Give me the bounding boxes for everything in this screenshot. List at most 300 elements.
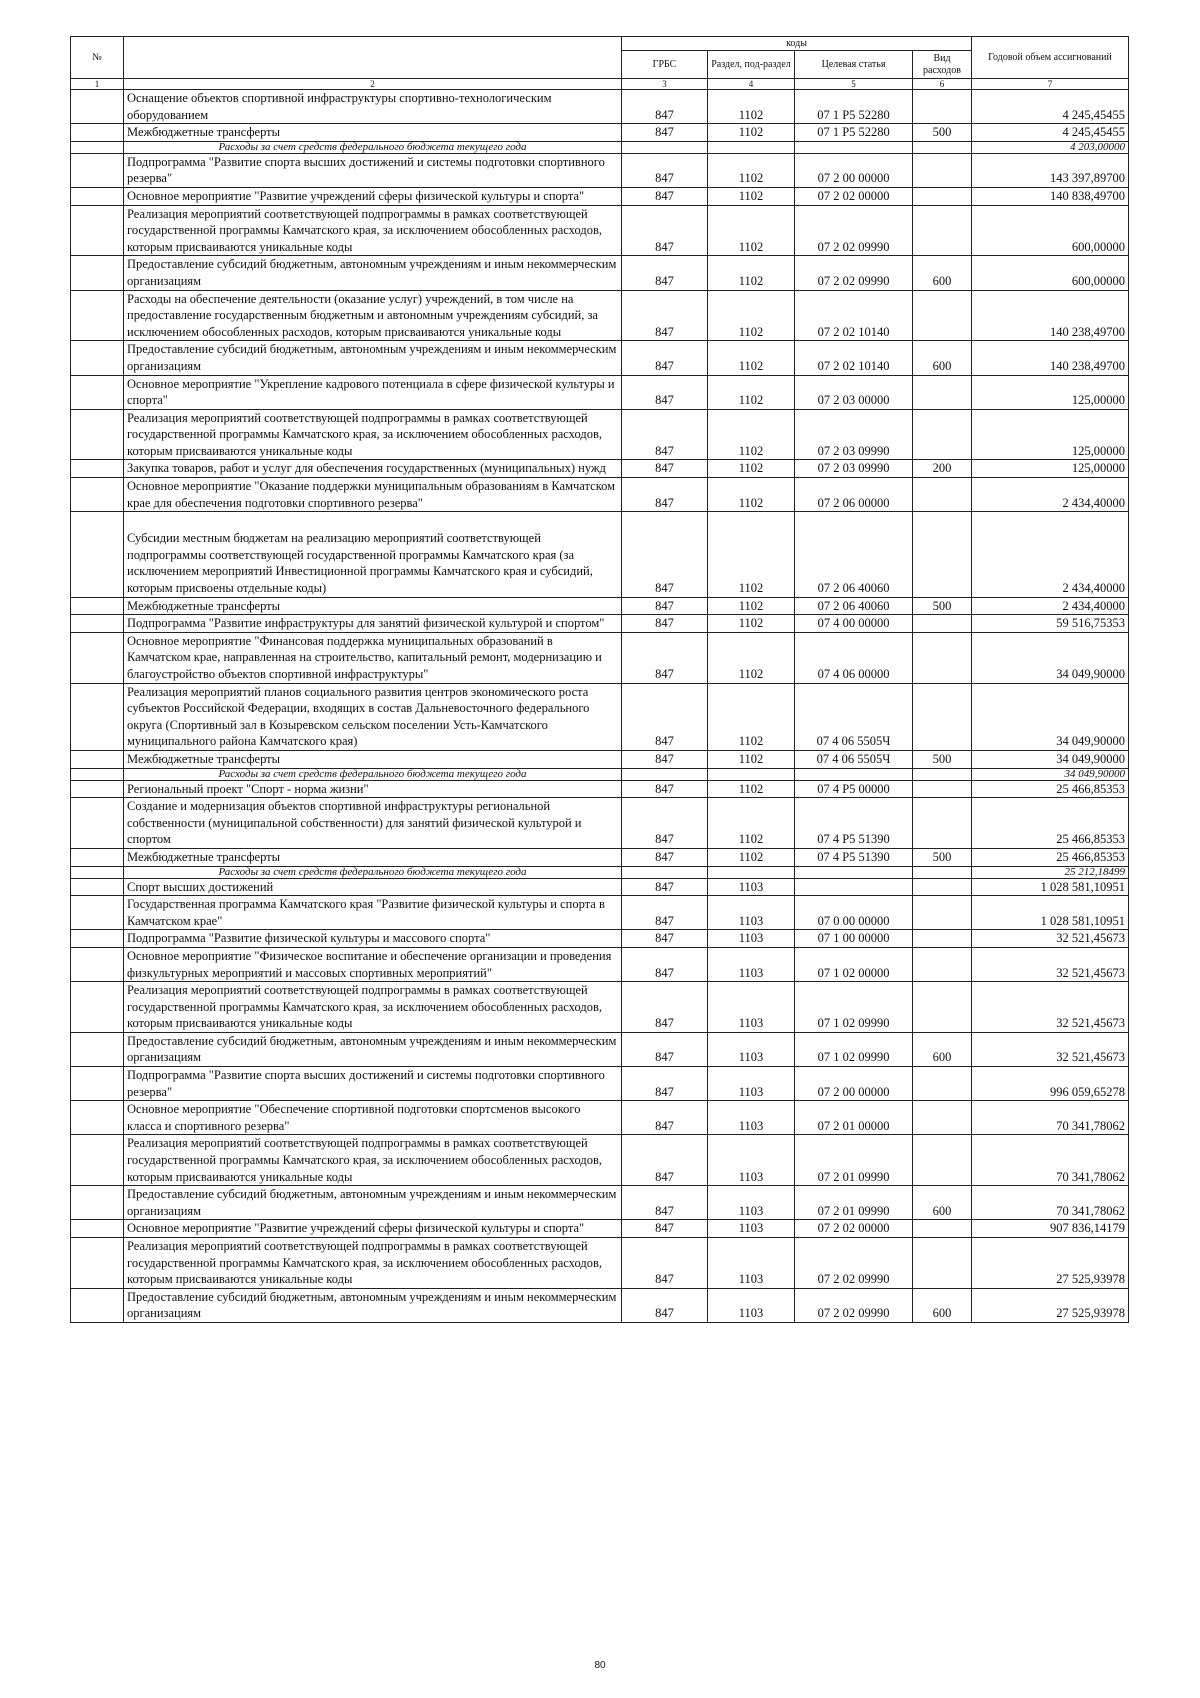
num-cell: [71, 750, 124, 768]
num-cell: [71, 1238, 124, 1289]
table-row: [71, 1288, 1129, 1322]
grbs-code: 847: [622, 930, 708, 948]
grbs-code: 847: [622, 1220, 708, 1238]
section-code: 1102: [708, 597, 795, 615]
amount-value: 2 434,40000: [972, 512, 1129, 597]
amount-value: 27 525,93978: [972, 1288, 1129, 1322]
table-row: [71, 1135, 1129, 1186]
table-row: [71, 780, 1129, 798]
item-name: Основное мероприятие "Укрепление кадрового потенциала в сфере физической культуры и спорта": [124, 375, 622, 409]
amount-value: 996 059,65278: [972, 1067, 1129, 1101]
section-code: 1102: [708, 798, 795, 849]
expense-type-code: [913, 615, 972, 633]
section-code: 1102: [708, 750, 795, 768]
amount-value: 70 341,78062: [972, 1135, 1129, 1186]
item-name: Расходы за счет средств федерального бюджета текущего года: [124, 141, 622, 153]
target-code: 07 2 01 00000: [795, 1101, 913, 1135]
item-name: Предоставление субсидий бюджетным, автономным учреждениям и иным некоммерческим организациям: [124, 1288, 622, 1322]
num-cell: [71, 409, 124, 460]
grbs-code: 847: [622, 1288, 708, 1322]
expense-type-code: 500: [913, 848, 972, 866]
grbs-code: 847: [622, 375, 708, 409]
col-number: 3: [622, 79, 708, 90]
target-code: 07 1 02 00000: [795, 947, 913, 981]
target-code: 07 2 02 09990: [795, 1288, 913, 1322]
item-name: Предоставление субсидий бюджетным, автономным учреждениям и иным некоммерческим организациям: [124, 256, 622, 290]
num-cell: [71, 798, 124, 849]
expense-type-code: 600: [913, 1288, 972, 1322]
target-code: 07 4 06 5505Ч: [795, 683, 913, 750]
col-number: 7: [972, 79, 1129, 90]
item-name: Реализация мероприятий соответствующей подпрограммы в рамках соответствующей государственной программы Камчатского края, за исключением обособленных расходов, которым присваиваются уникальные коды: [124, 409, 622, 460]
num-cell: [71, 878, 124, 896]
section-code: 1102: [708, 90, 795, 124]
section-code: 1102: [708, 615, 795, 633]
expense-type-code: [913, 947, 972, 981]
item-name: Государственная программа Камчатского края "Развитие физической культуры и спорта в Камчатском крае": [124, 896, 622, 930]
expense-type-code: [913, 780, 972, 798]
header-expense-type: Вид расходов: [913, 51, 972, 79]
item-name: Межбюджетные трансферты: [124, 848, 622, 866]
target-code: 07 2 00 00000: [795, 153, 913, 187]
expense-type-code: [913, 1238, 972, 1289]
num-cell: [71, 512, 124, 597]
table-row: [71, 896, 1129, 930]
amount-value: 600,00000: [972, 205, 1129, 256]
num-cell: [71, 866, 124, 878]
item-name: Реализация мероприятий соответствующей подпрограммы в рамках соответствующей государственной программы Камчатского края, за исключением обособленных расходов, которым присваиваются уникальные коды: [124, 205, 622, 256]
item-name: Подпрограмма "Развитие инфраструктуры для занятий физической культурой и спортом": [124, 615, 622, 633]
table-row: [71, 290, 1129, 341]
grbs-code: 847: [622, 478, 708, 512]
amount-value: 32 521,45673: [972, 982, 1129, 1033]
target-code: 07 2 02 00000: [795, 187, 913, 205]
expense-type-code: [913, 982, 972, 1033]
grbs-code: 847: [622, 1238, 708, 1289]
expense-type-code: [913, 1135, 972, 1186]
section-code: [708, 141, 795, 153]
expense-type-code: 600: [913, 1186, 972, 1220]
section-code: 1102: [708, 341, 795, 375]
amount-value: 25 466,85353: [972, 780, 1129, 798]
target-code: 07 4 06 00000: [795, 632, 913, 683]
section-code: 1102: [708, 409, 795, 460]
target-code: [795, 141, 913, 153]
table-row: [71, 375, 1129, 409]
item-name: Спорт высших достижений: [124, 878, 622, 896]
item-name: Межбюджетные трансферты: [124, 124, 622, 142]
section-code: 1103: [708, 947, 795, 981]
amount-value: 4 245,45455: [972, 124, 1129, 142]
grbs-code: 847: [622, 878, 708, 896]
amount-value: 32 521,45673: [972, 947, 1129, 981]
table-row: [71, 878, 1129, 896]
amount-value: 125,00000: [972, 409, 1129, 460]
target-code: 07 1 02 09990: [795, 1032, 913, 1066]
table-row: [71, 205, 1129, 256]
section-code: 1102: [708, 256, 795, 290]
amount-value: 32 521,45673: [972, 930, 1129, 948]
section-code: 1102: [708, 683, 795, 750]
table-row: [71, 124, 1129, 142]
item-name: Реализация мероприятий соответствующей подпрограммы в рамках соответствующей государственной программы Камчатского края, за исключением обособленных расходов, которым присваиваются уникальные коды: [124, 982, 622, 1033]
section-code: 1103: [708, 896, 795, 930]
target-code: 07 4 Р5 00000: [795, 780, 913, 798]
item-name: Создание и модернизация объектов спортивной инфраструктуры региональной собственности (муниципальной собственности) для занятий физической культурой и спортом: [124, 798, 622, 849]
col-number: 4: [708, 79, 795, 90]
num-cell: [71, 1288, 124, 1322]
num-cell: [71, 205, 124, 256]
expense-type-code: [913, 1101, 972, 1135]
num-cell: [71, 780, 124, 798]
target-code: 07 1 Р5 52280: [795, 90, 913, 124]
grbs-code: 847: [622, 896, 708, 930]
num-cell: [71, 683, 124, 750]
target-code: [795, 768, 913, 780]
grbs-code: [622, 141, 708, 153]
table-row: [71, 750, 1129, 768]
section-code: 1103: [708, 878, 795, 896]
amount-value: 140 238,49700: [972, 341, 1129, 375]
federal-budget-row: [71, 768, 1129, 780]
amount-value: 70 341,78062: [972, 1101, 1129, 1135]
col-number: 1: [71, 79, 124, 90]
expense-type-code: [913, 90, 972, 124]
target-code: 07 2 02 09990: [795, 205, 913, 256]
amount-value: 600,00000: [972, 256, 1129, 290]
section-code: 1102: [708, 205, 795, 256]
target-code: 07 4 Р5 51390: [795, 848, 913, 866]
num-cell: [71, 290, 124, 341]
item-name: Основное мероприятие "Развитие учреждений сферы физической культуры и спорта": [124, 187, 622, 205]
expense-type-code: [913, 512, 972, 597]
expense-type-code: [913, 1067, 972, 1101]
table-row: [71, 798, 1129, 849]
section-code: 1103: [708, 1032, 795, 1066]
table-row: [71, 341, 1129, 375]
grbs-code: [622, 866, 708, 878]
expense-type-code: [913, 409, 972, 460]
amount-value: 32 521,45673: [972, 1032, 1129, 1066]
amount-value: 34 049,90000: [972, 750, 1129, 768]
section-code: 1103: [708, 930, 795, 948]
amount-value: 125,00000: [972, 460, 1129, 478]
item-name: Реализация мероприятий соответствующей подпрограммы в рамках соответствующей государственной программы Камчатского края, за исключением обособленных расходов, которым присваиваются уникальные коды: [124, 1135, 622, 1186]
expense-type-code: 600: [913, 256, 972, 290]
table-row: [71, 597, 1129, 615]
amount-value: 70 341,78062: [972, 1186, 1129, 1220]
item-name: Подпрограмма "Развитие физической культуры и массового спорта": [124, 930, 622, 948]
page-number: 80: [594, 1660, 606, 1671]
expense-type-code: 500: [913, 597, 972, 615]
target-code: 07 2 00 00000: [795, 1067, 913, 1101]
num-cell: [71, 90, 124, 124]
section-code: 1102: [708, 780, 795, 798]
target-code: 07 2 03 09990: [795, 409, 913, 460]
num-cell: [71, 256, 124, 290]
grbs-code: 847: [622, 982, 708, 1033]
amount-value: 4 203,00000: [972, 141, 1129, 153]
grbs-code: 847: [622, 124, 708, 142]
amount-value: 34 049,90000: [972, 632, 1129, 683]
num-cell: [71, 124, 124, 142]
target-code: 07 1 00 00000: [795, 930, 913, 948]
section-code: 1103: [708, 1238, 795, 1289]
grbs-code: 847: [622, 683, 708, 750]
grbs-code: 847: [622, 512, 708, 597]
table-row: [71, 90, 1129, 124]
expense-type-code: [913, 141, 972, 153]
grbs-code: 847: [622, 205, 708, 256]
item-name: Основное мероприятие "Физическое воспитание и обеспечение организации и проведения физкультурных мероприятий и массовых спортивных мероприятий": [124, 947, 622, 981]
header-target: Целевая статья: [795, 51, 913, 79]
table-row: [71, 947, 1129, 981]
grbs-code: [622, 768, 708, 780]
grbs-code: 847: [622, 1135, 708, 1186]
target-code: 07 4 Р5 51390: [795, 798, 913, 849]
amount-value: 125,00000: [972, 375, 1129, 409]
item-name: Подпрограмма "Развитие спорта высших достижений и системы подготовки спортивного резерва": [124, 1067, 622, 1101]
expense-type-code: [913, 896, 972, 930]
col-number: 2: [124, 79, 622, 90]
amount-value: 1 028 581,10951: [972, 896, 1129, 930]
target-code: 07 2 01 09990: [795, 1186, 913, 1220]
expense-type-code: 600: [913, 341, 972, 375]
table-row: [71, 1238, 1129, 1289]
target-code: 07 4 00 00000: [795, 615, 913, 633]
grbs-code: 847: [622, 409, 708, 460]
num-cell: [71, 615, 124, 633]
target-code: 07 1 02 09990: [795, 982, 913, 1033]
item-name: Основное мероприятие "Оказание поддержки муниципальным образованиям в Камчатском крае для обеспечения подготовки спортивного резерва": [124, 478, 622, 512]
amount-value: 2 434,40000: [972, 597, 1129, 615]
amount-value: 140 238,49700: [972, 290, 1129, 341]
federal-budget-row: [71, 866, 1129, 878]
expense-type-code: [913, 290, 972, 341]
amount-value: 2 434,40000: [972, 478, 1129, 512]
section-code: 1102: [708, 512, 795, 597]
expense-type-code: [913, 1220, 972, 1238]
target-code: 07 2 02 09990: [795, 256, 913, 290]
num-cell: [71, 341, 124, 375]
grbs-code: 847: [622, 750, 708, 768]
section-code: 1103: [708, 1288, 795, 1322]
grbs-code: 847: [622, 1186, 708, 1220]
grbs-code: 847: [622, 1032, 708, 1066]
target-code: 07 2 01 09990: [795, 1135, 913, 1186]
table-row: [71, 930, 1129, 948]
table-row: [71, 512, 1129, 597]
table-row: [71, 409, 1129, 460]
target-code: 07 1 Р5 52280: [795, 124, 913, 142]
grbs-code: 847: [622, 90, 708, 124]
target-code: [795, 878, 913, 896]
grbs-code: 847: [622, 798, 708, 849]
header-section: Раздел, под-раздел: [708, 51, 795, 79]
expense-type-code: 500: [913, 124, 972, 142]
table-row: [71, 478, 1129, 512]
grbs-code: 847: [622, 256, 708, 290]
table-row: [71, 1101, 1129, 1135]
table-row: [71, 1186, 1129, 1220]
amount-value: 140 838,49700: [972, 187, 1129, 205]
num-cell: [71, 848, 124, 866]
amount-value: 34 049,90000: [972, 768, 1129, 780]
grbs-code: 847: [622, 947, 708, 981]
table-row: [71, 460, 1129, 478]
num-cell: [71, 597, 124, 615]
expense-type-code: 600: [913, 1032, 972, 1066]
section-code: 1103: [708, 1135, 795, 1186]
header-name: [124, 37, 622, 79]
num-cell: [71, 375, 124, 409]
section-code: 1102: [708, 124, 795, 142]
section-code: 1102: [708, 848, 795, 866]
table-row: [71, 1032, 1129, 1066]
expense-type-code: [913, 632, 972, 683]
table-row: [71, 1220, 1129, 1238]
item-name: Расходы на обеспечение деятельности (оказание услуг) учреждений, в том числе на предоставление государственным бюджетным и автономным учреждениям субсидий, за исключением обособленных расходов, которым присваиваются уникальные коды: [124, 290, 622, 341]
expense-type-code: [913, 683, 972, 750]
item-name: Реализация мероприятий планов социального развития центров экономического роста субъектов Российской Федерации, входящих в состав Дальневосточного федерального округа (Спортивный зал в Козыревском сельском поселении Усть-Камчатского муниципального района Камчатского края): [124, 683, 622, 750]
grbs-code: 847: [622, 597, 708, 615]
section-code: 1103: [708, 982, 795, 1033]
num-cell: [71, 632, 124, 683]
item-name: Региональный проект "Спорт - норма жизни": [124, 780, 622, 798]
item-name: Предоставление субсидий бюджетным, автономным учреждениям и иным некоммерческим организациям: [124, 1032, 622, 1066]
num-cell: [71, 1186, 124, 1220]
target-code: 07 2 03 00000: [795, 375, 913, 409]
section-code: 1102: [708, 375, 795, 409]
expense-type-code: [913, 187, 972, 205]
section-code: 1102: [708, 632, 795, 683]
header-num: №: [71, 37, 124, 79]
expense-type-code: [913, 205, 972, 256]
amount-value: 907 836,14179: [972, 1220, 1129, 1238]
budget-table-sheet: [70, 36, 1128, 1323]
expense-type-code: [913, 375, 972, 409]
grbs-code: 847: [622, 187, 708, 205]
table-row: [71, 1067, 1129, 1101]
grbs-code: 847: [622, 615, 708, 633]
num-cell: [71, 141, 124, 153]
table-row: [71, 256, 1129, 290]
grbs-code: 847: [622, 780, 708, 798]
amount-value: 25 466,85353: [972, 798, 1129, 849]
expense-type-code: [913, 930, 972, 948]
item-name: Расходы за счет средств федерального бюджета текущего года: [124, 768, 622, 780]
col-number: 6: [913, 79, 972, 90]
section-code: [708, 866, 795, 878]
table-header: [71, 37, 1129, 90]
expense-type-code: 200: [913, 460, 972, 478]
item-name: Основное мероприятие "Развитие учреждений сферы физической культуры и спорта": [124, 1220, 622, 1238]
amount-value: 34 049,90000: [972, 683, 1129, 750]
amount-value: 27 525,93978: [972, 1238, 1129, 1289]
expense-type-code: [913, 153, 972, 187]
table-row: [71, 187, 1129, 205]
section-code: 1102: [708, 290, 795, 341]
num-cell: [71, 1101, 124, 1135]
num-cell: [71, 1135, 124, 1186]
amount-value: 4 245,45455: [972, 90, 1129, 124]
section-code: 1102: [708, 153, 795, 187]
expense-type-code: [913, 798, 972, 849]
section-code: 1103: [708, 1186, 795, 1220]
header-codes: коды: [622, 37, 972, 51]
section-code: 1103: [708, 1067, 795, 1101]
amount-value: 59 516,75353: [972, 615, 1129, 633]
num-cell: [71, 1067, 124, 1101]
expense-type-code: [913, 768, 972, 780]
grbs-code: 847: [622, 460, 708, 478]
target-code: 07 2 02 00000: [795, 1220, 913, 1238]
grbs-code: 847: [622, 1101, 708, 1135]
expense-type-code: [913, 878, 972, 896]
grbs-code: 847: [622, 848, 708, 866]
num-cell: [71, 478, 124, 512]
num-cell: [71, 982, 124, 1033]
section-code: 1103: [708, 1220, 795, 1238]
target-code: 07 2 06 40060: [795, 597, 913, 615]
num-cell: [71, 768, 124, 780]
section-code: 1102: [708, 460, 795, 478]
item-name: Межбюджетные трансферты: [124, 750, 622, 768]
amount-value: 143 397,89700: [972, 153, 1129, 187]
item-name: Субсидии местным бюджетам на реализацию мероприятий соответствующей подпрограммы соответствующей государственной программы Камчатского края (за исключением мероприятий Инвестиционной программы Камчатского края и субсидий, которым присвоены отдельные коды): [124, 512, 622, 597]
item-name: Основное мероприятие "Финансовая поддержка муниципальных образований в Камчатском крае, направленная на строительство, капитальный ремонт, модернизацию и благоустройство объектов спортивной инфраструктуры": [124, 632, 622, 683]
section-code: 1103: [708, 1101, 795, 1135]
federal-budget-row: [71, 141, 1129, 153]
item-name: Закупка товаров, работ и услуг для обеспечения государственных (муниципальных) нужд: [124, 460, 622, 478]
grbs-code: 847: [622, 341, 708, 375]
section-code: [708, 768, 795, 780]
grbs-code: 847: [622, 632, 708, 683]
item-name: Предоставление субсидий бюджетным, автономным учреждениям и иным некоммерческим организациям: [124, 1186, 622, 1220]
item-name: Реализация мероприятий соответствующей подпрограммы в рамках соответствующей государственной программы Камчатского края, за исключением обособленных расходов, которым присваиваются уникальные коды: [124, 1238, 622, 1289]
num-cell: [71, 947, 124, 981]
item-name: Расходы за счет средств федерального бюджета текущего года: [124, 866, 622, 878]
amount-value: 1 028 581,10951: [972, 878, 1129, 896]
amount-value: 25 212,18499: [972, 866, 1129, 878]
item-name: Предоставление субсидий бюджетным, автономным учреждениям и иным некоммерческим организациям: [124, 341, 622, 375]
table-row: [71, 615, 1129, 633]
table-row: [71, 982, 1129, 1033]
column-number-row: [71, 79, 1129, 90]
header-grbs: ГРБС: [622, 51, 708, 79]
col-number: 5: [795, 79, 913, 90]
num-cell: [71, 187, 124, 205]
grbs-code: 847: [622, 1067, 708, 1101]
grbs-code: 847: [622, 153, 708, 187]
grbs-code: 847: [622, 290, 708, 341]
table-row: [71, 632, 1129, 683]
item-name: Оснащение объектов спортивной инфраструктуры спортивно-технологическим оборудованием: [124, 90, 622, 124]
expense-type-code: [913, 478, 972, 512]
num-cell: [71, 930, 124, 948]
num-cell: [71, 460, 124, 478]
table-row: [71, 848, 1129, 866]
target-code: 07 2 06 40060: [795, 512, 913, 597]
num-cell: [71, 1220, 124, 1238]
num-cell: [71, 896, 124, 930]
item-name: Подпрограмма "Развитие спорта высших достижений и системы подготовки спортивного резерва": [124, 153, 622, 187]
target-code: 07 2 02 09990: [795, 1238, 913, 1289]
num-cell: [71, 1032, 124, 1066]
expense-type-code: 500: [913, 750, 972, 768]
table-row: [71, 683, 1129, 750]
target-code: 07 2 02 10140: [795, 341, 913, 375]
